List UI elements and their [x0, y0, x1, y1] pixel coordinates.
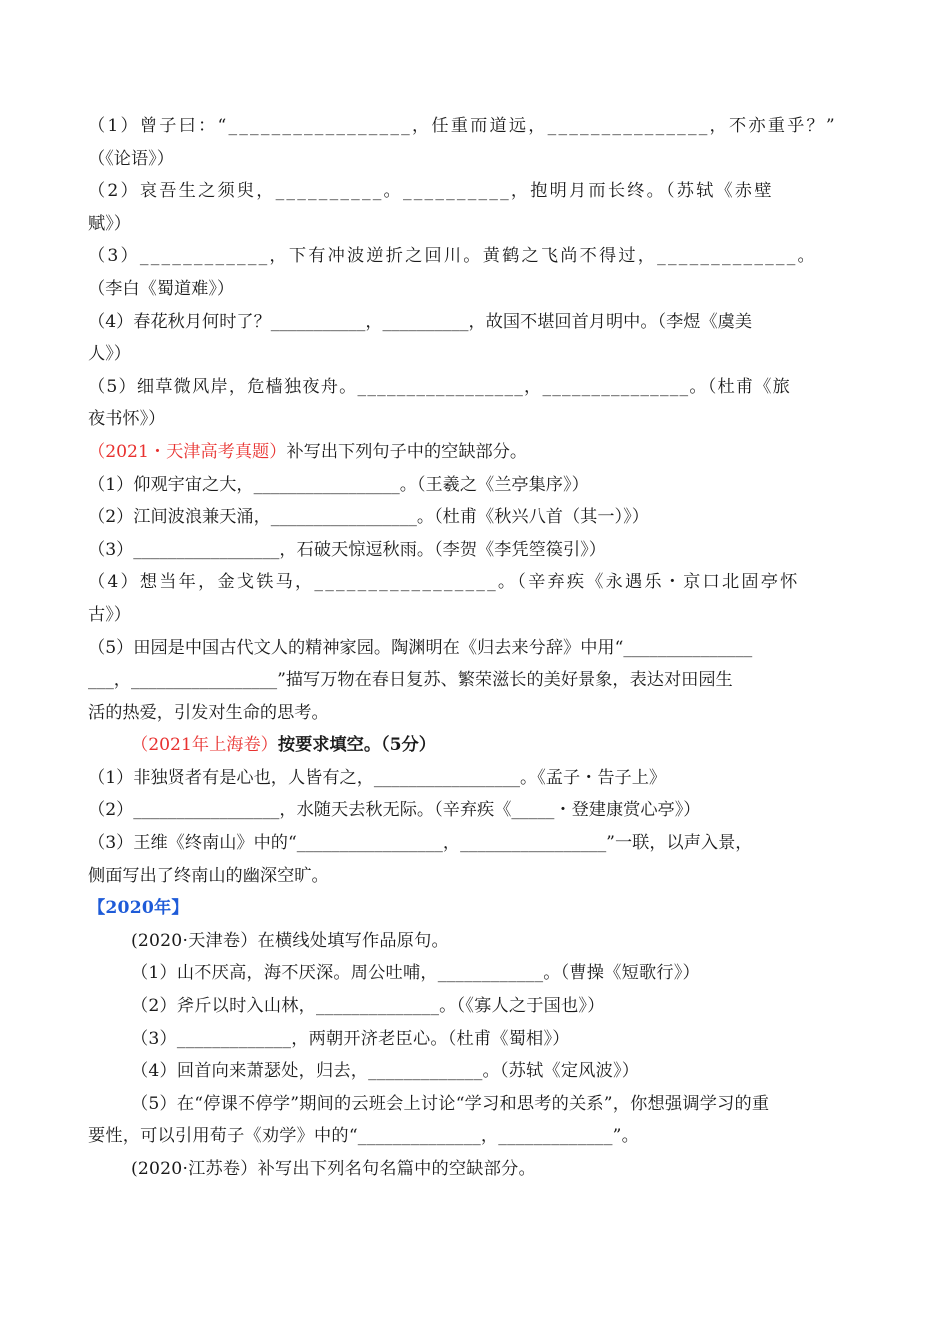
text-line: （1）非独贤者有是心也，人皆有之，_________________。《孟子・告子上》 — [88, 767, 667, 788]
section-tianjin-2021 — [88, 436, 864, 729]
text-line: （2）_________________，水随天去秋无际。（辛弃疾《_____・登建康赏心亭》） — [88, 800, 701, 821]
text-line: （5）细草微风岸，危樯独夜舟。_________________，_______________。（杜甫《旅 — [88, 376, 792, 397]
text-line: 活的热爱，引发对生命的思考。 — [88, 702, 329, 723]
text-line: （1）曾子曰：“_________________，任重而道远，_______________，不亦重乎？” — [88, 116, 837, 136]
text-line: （3）____________，下有冲波逆折之回川。黄鹤之飞尚不得过，_____________。 — [88, 246, 817, 267]
text-line: （4）春花秋月何时了？___________，__________，故国不堪回首月明中。（李煜《虞美 — [88, 311, 753, 332]
text-line: （李白《蜀道难》） — [88, 278, 235, 299]
shanghai-2021-heading: （2021年上海卷） — [131, 735, 278, 756]
tianjin-2021-instruction: 补写出下列句子中的空缺部分。 — [286, 441, 528, 462]
tianjin-2020-intro: (2020·天津卷）在横线处填写作品原句。 — [131, 930, 449, 951]
text-line: 赋》） — [88, 213, 131, 234]
text-line: 要性，可以引用荀子《劝学》中的“______________，_____________”。 — [88, 1126, 639, 1147]
tianjin-2021-heading: （2021・天津高考真题） — [88, 441, 287, 462]
text-line: 夜书怀》） — [88, 409, 166, 430]
text-line: （4）回首向来萧瑟处，归去，_____________。（苏轼《定风波》） — [131, 1061, 640, 1082]
text-line: （2）斧斤以时入山林，______________。（《寡人之于国也》） — [131, 996, 605, 1017]
text-line: 人》） — [88, 344, 131, 365]
text-line: （2）江间波浪兼天涌，_________________。（杜甫《秋兴八首（其一）》） — [88, 507, 649, 528]
jiangsu-2020-intro: (2020·江苏卷）补写出下列名句名篇中的空缺部分。 — [131, 1159, 536, 1179]
text-line: 古》） — [88, 604, 131, 625]
text-line: （1）仰观宇宙之大，_________________。（王羲之《兰亭集序》） — [88, 474, 589, 495]
text-line: （4）想当年，金戈铁马，_________________。（辛弃疾《永遇乐・京口北固亭怀 — [88, 572, 800, 593]
text-line: ___，_________________”描写万物在春日复苏、繁荣滋长的美好景象，表达对田园生 — [88, 670, 733, 691]
text-line: （3）_________________，石破天惊逗秋雨。（李贺《李凭箜篌引》） — [88, 539, 606, 560]
section-lunyu-etc — [88, 110, 864, 436]
shanghai-2021-instruction: 按要求填空。（5分） — [277, 735, 436, 756]
section-shanghai-2021 — [88, 729, 864, 892]
text-line: （2）哀吾生之须臾，__________。__________，抱明月而长终。（苏轼《赤壁 — [88, 181, 774, 202]
section-heading-line — [88, 729, 864, 762]
section-2020 — [88, 892, 864, 1185]
text-line: （3）_____________，两朝开济老臣心。（杜甫《蜀相》） — [131, 1028, 570, 1049]
text-line: （5）在“停课不停学”期间的云班会上讨论“学习和思考的关系”，你想强调学习的重 — [131, 1093, 770, 1114]
text-line: （5）田园是中国古代文人的精神家园。陶渊明在《归去来兮辞》中用“_______________ — [88, 637, 753, 658]
text-line: （《论语》） — [88, 148, 174, 169]
year-2020-heading: 【2020年】 — [88, 898, 189, 919]
text-line: 侧面写出了终南山的幽深空旷。 — [88, 865, 329, 886]
section-heading-line — [88, 436, 864, 469]
text-line: （1）山不厌高，海不厌深。周公吐哺，____________。（曹操《短歌行》） — [131, 963, 700, 984]
text-line: （3）王维《终南山》中的“_________________，_________________”一联，以声入景， — [88, 833, 753, 854]
